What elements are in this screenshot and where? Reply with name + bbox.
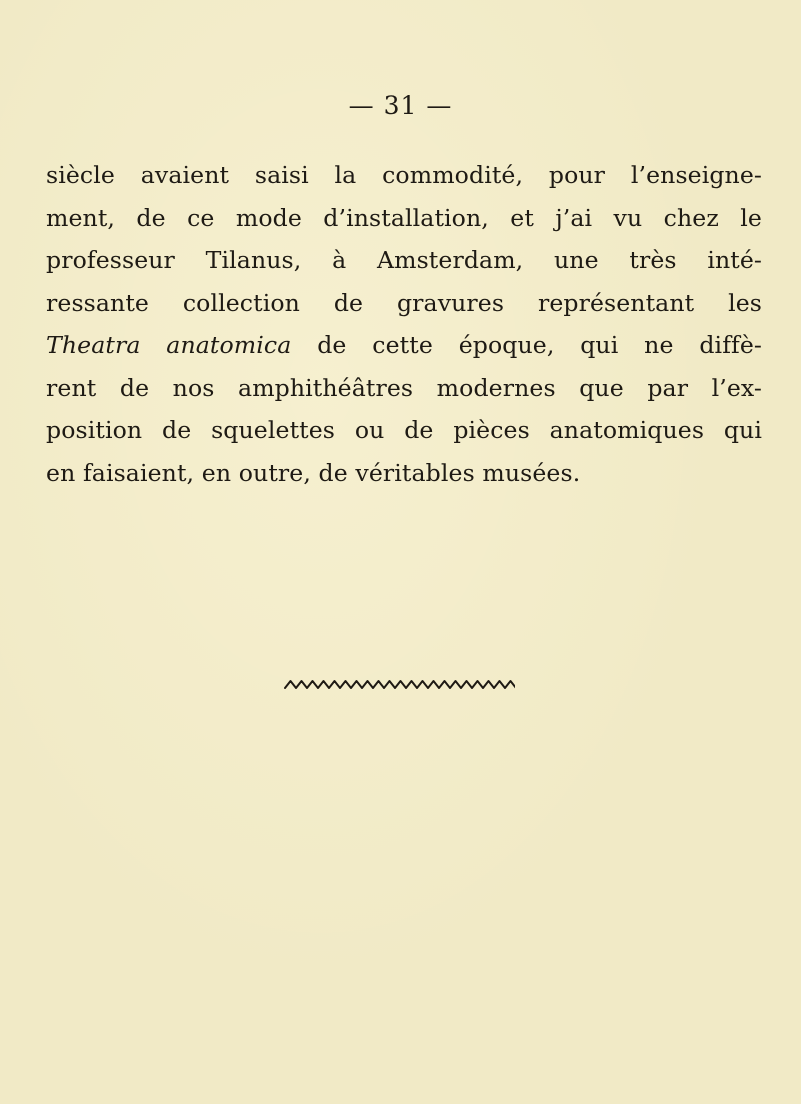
italic-title: Theatra anatomica — [46, 331, 292, 359]
text-line: siècle avaient saisi la commodité, pour l’enseigne- — [46, 161, 762, 189]
body-paragraph — [46, 154, 762, 494]
text-line: position de squelettes ou de pièces anatomiques qui — [46, 416, 762, 444]
page-number: — 31 — — [348, 91, 453, 120]
text-line-rest: de cette époque, qui ne diffè- — [291, 331, 762, 359]
text-line: ressante collection de gravures représentant les — [46, 288, 762, 317]
text-line — [46, 324, 762, 367]
wavy-rule-ornament-icon — [283, 678, 515, 692]
text-line: rent de nos amphithéâtres modernes que par l’ex- — [46, 373, 762, 402]
text-line: en faisaient, en outre, de véritables musées. — [46, 458, 581, 487]
text-line: professeur Tilanus, à Amsterdam, une très inté- — [46, 246, 762, 274]
text-line: ment, de ce mode d’installation, et j’ai vu chez le — [46, 203, 762, 232]
